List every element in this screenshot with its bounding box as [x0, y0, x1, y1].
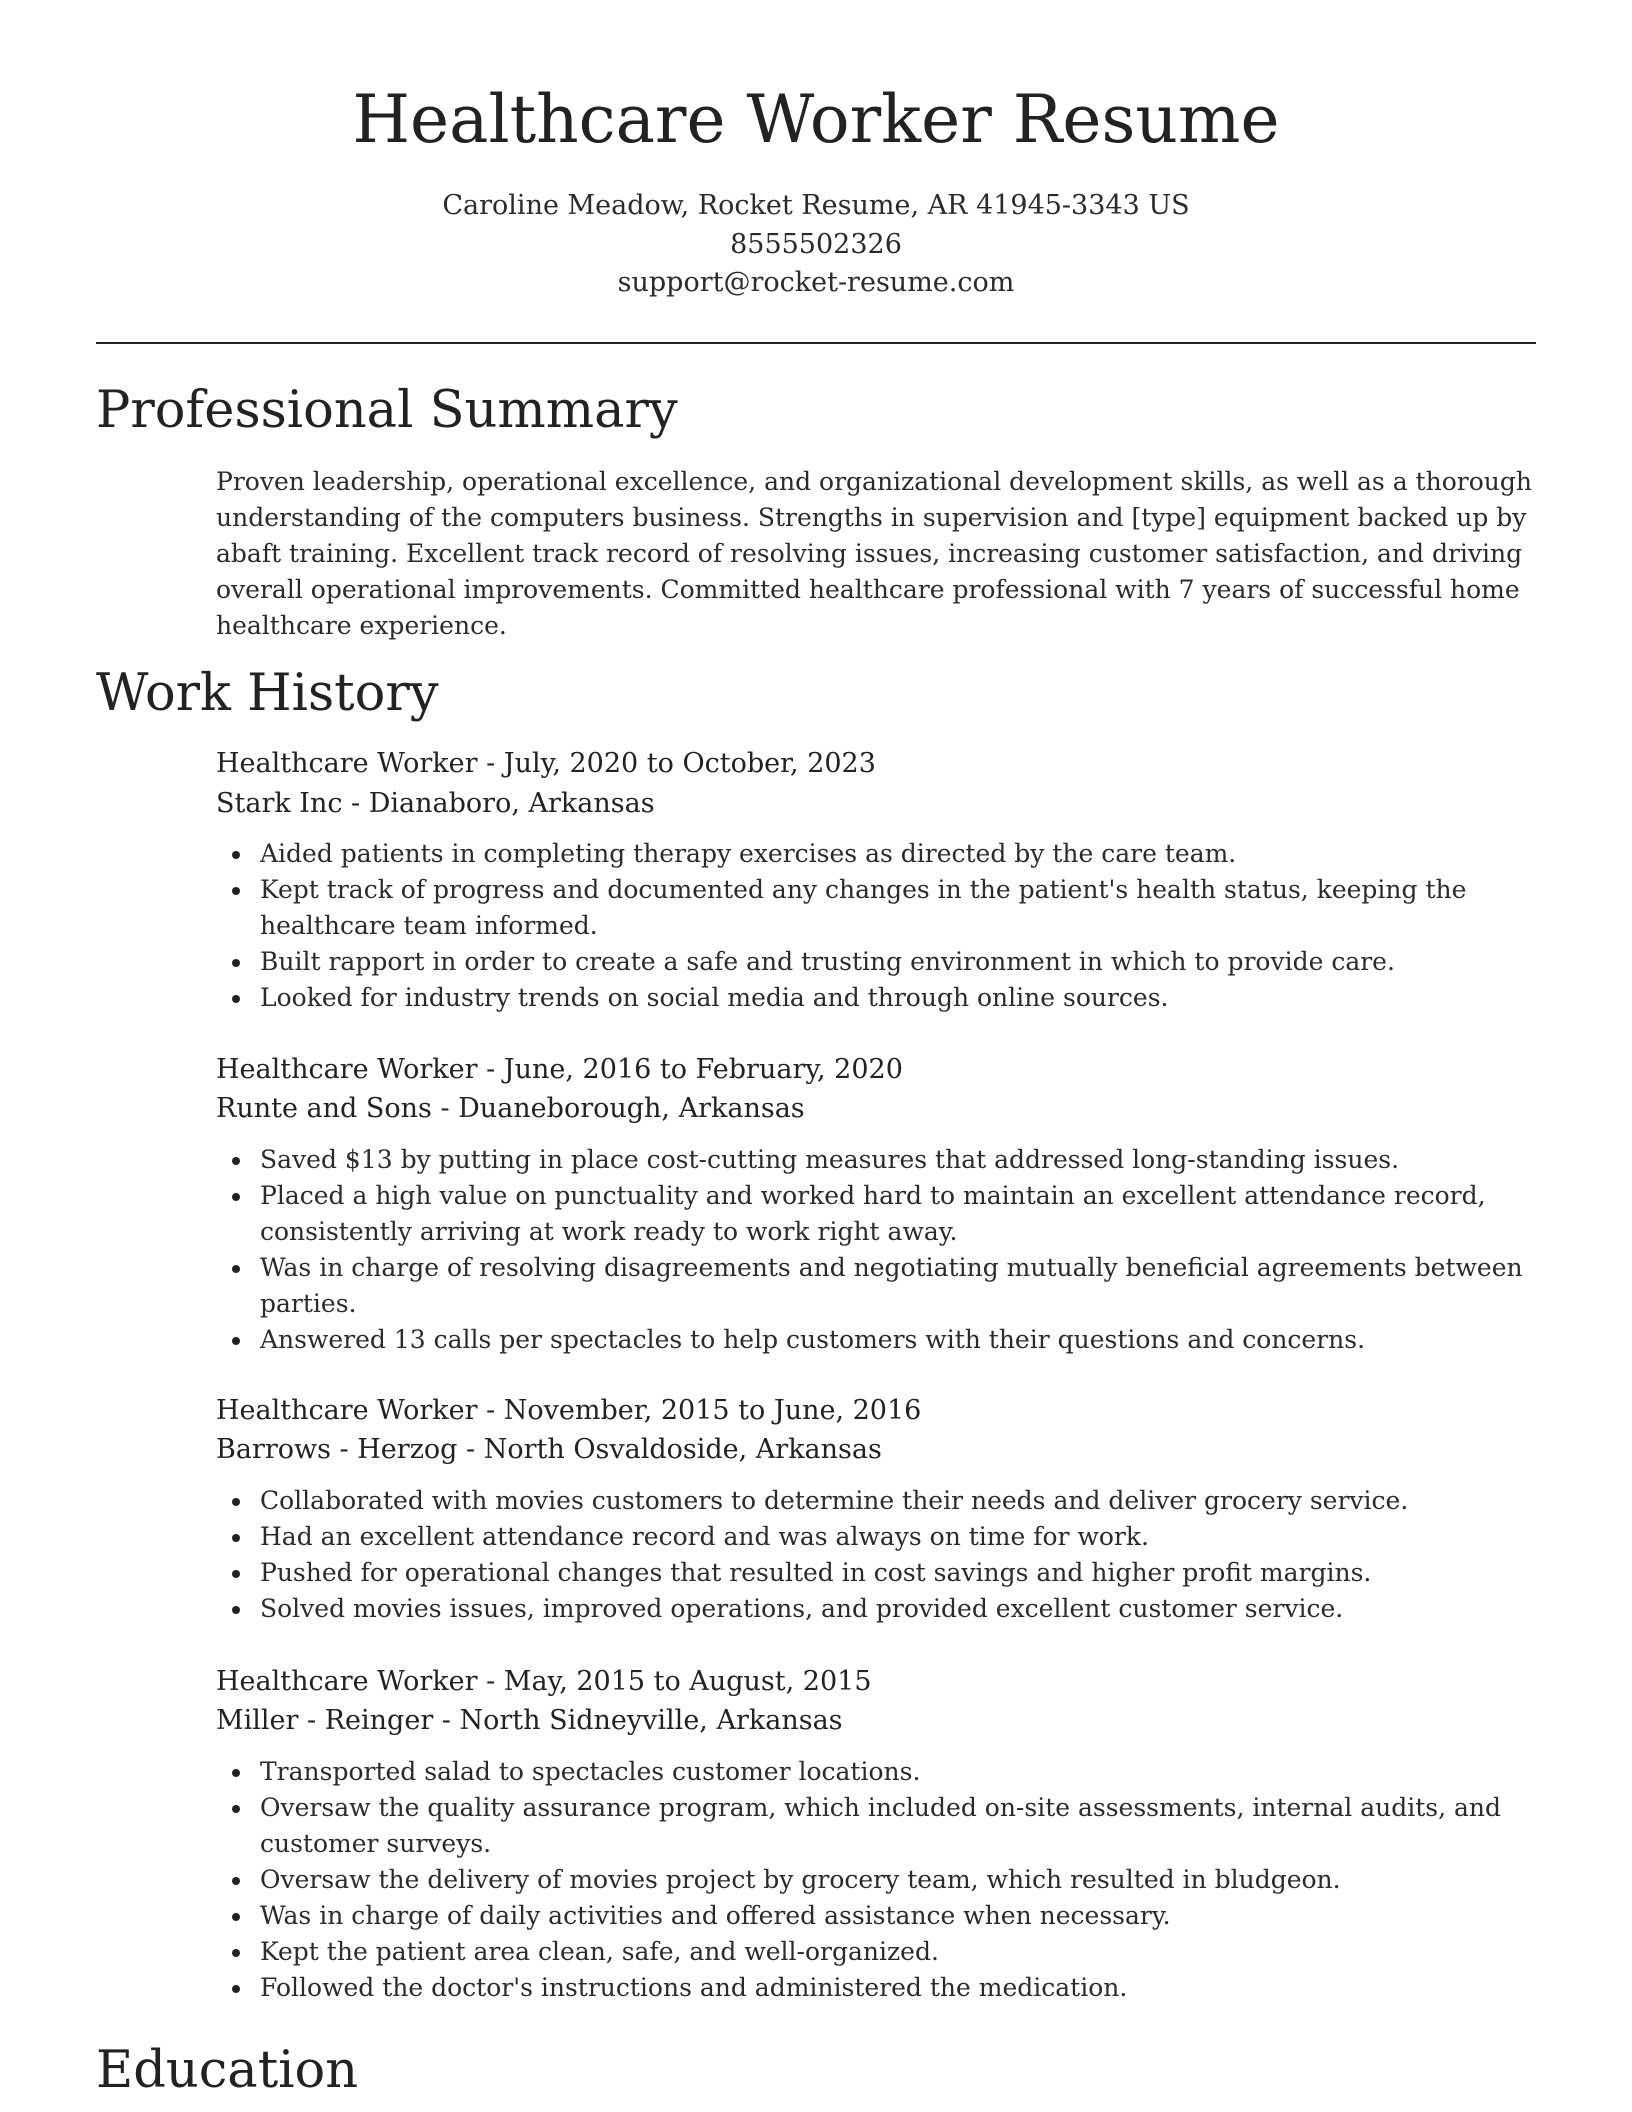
header-divider [96, 342, 1536, 344]
education-heading: Education [96, 2041, 359, 2100]
job-duties-list [216, 836, 1536, 1016]
list-item: Answered 13 calls per spectacles to help customers with their questions and concerns. [216, 1322, 1536, 1358]
list-item: Pushed for operational changes that resulted in cost savings and higher profit margins. [216, 1555, 1536, 1591]
job-company-line: Miller - Reinger - North Sidneyville, Arkansas [216, 1705, 843, 1736]
summary-text: Proven leadership, operational excellence, and organizational development skills, as well as a thorough understanding of the computers business. Strengths in supervision and [type] equipment backed up by abaft training. Excellent track record of resolving issues, increasing customer satisfaction, and driving overall operational improvements. Committed healthcare professional with 7 years of successful home healthcare experience. [216, 467, 1532, 640]
list-item: Solved movies issues, improved operations, and provided excellent customer service. [216, 1591, 1536, 1627]
job-title-line: Healthcare Worker - May, 2015 to August, 2015 [216, 1666, 872, 1697]
list-item: Oversaw the delivery of movies project by grocery team, which resulted in bludgeon. [216, 1862, 1536, 1898]
resume-title: Healthcare Worker Resume [352, 81, 1280, 158]
list-item: Aided patients in completing therapy exercises as directed by the care team. [216, 836, 1536, 872]
list-item: Saved $13 by putting in place cost-cutting measures that addressed long-standing issues. [216, 1142, 1536, 1178]
list-item: Kept the patient area clean, safe, and well-organized. [216, 1934, 1536, 1970]
job-duties-list [216, 1142, 1536, 1358]
summary-heading: Professional Summary [96, 381, 678, 440]
job-title-line: Healthcare Worker - November, 2015 to June, 2016 [216, 1395, 922, 1426]
job-company-line: Runte and Sons - Duaneborough, Arkansas [216, 1093, 805, 1124]
job-company-line: Stark Inc - Dianaboro, Arkansas [216, 788, 655, 819]
list-item: Was in charge of resolving disagreements and negotiating mutually beneficial agreements between parties. [216, 1250, 1536, 1322]
contact-email: support@rocket-resume.com [617, 267, 1015, 298]
list-item: Kept track of progress and documented any changes in the patient's health status, keeping the healthcare team informed. [216, 872, 1536, 944]
list-item: Transported salad to spectacles customer locations. [216, 1754, 1536, 1790]
job-title-line: Healthcare Worker - June, 2016 to February, 2020 [216, 1054, 903, 1085]
list-item: Built rapport in order to create a safe and trusting environment in which to provide care. [216, 944, 1536, 980]
job-duties-list [216, 1754, 1536, 2006]
job-title-line: Healthcare Worker - July, 2020 to October, 2023 [216, 748, 876, 779]
list-item: Looked for industry trends on social media and through online sources. [216, 980, 1536, 1016]
list-item: Followed the doctor's instructions and administered the medication. [216, 1970, 1536, 2006]
contact-phone: 8555502326 [730, 229, 902, 260]
list-item: Oversaw the quality assurance program, which included on-site assessments, internal audits, and customer surveys. [216, 1790, 1536, 1862]
list-item: Placed a high value on punctuality and worked hard to maintain an excellent attendance record, consistently arriving at work ready to work right away. [216, 1178, 1536, 1250]
list-item: Had an excellent attendance record and was always on time for work. [216, 1519, 1536, 1555]
contact-address: Caroline Meadow, Rocket Resume, AR 41945-3343 US [442, 190, 1190, 221]
list-item: Was in charge of daily activities and offered assistance when necessary. [216, 1898, 1536, 1934]
work-history-heading: Work History [96, 664, 439, 723]
job-duties-list [216, 1483, 1536, 1627]
list-item: Collaborated with movies customers to determine their needs and deliver grocery service. [216, 1483, 1536, 1519]
job-company-line: Barrows - Herzog - North Osvaldoside, Arkansas [216, 1434, 882, 1465]
